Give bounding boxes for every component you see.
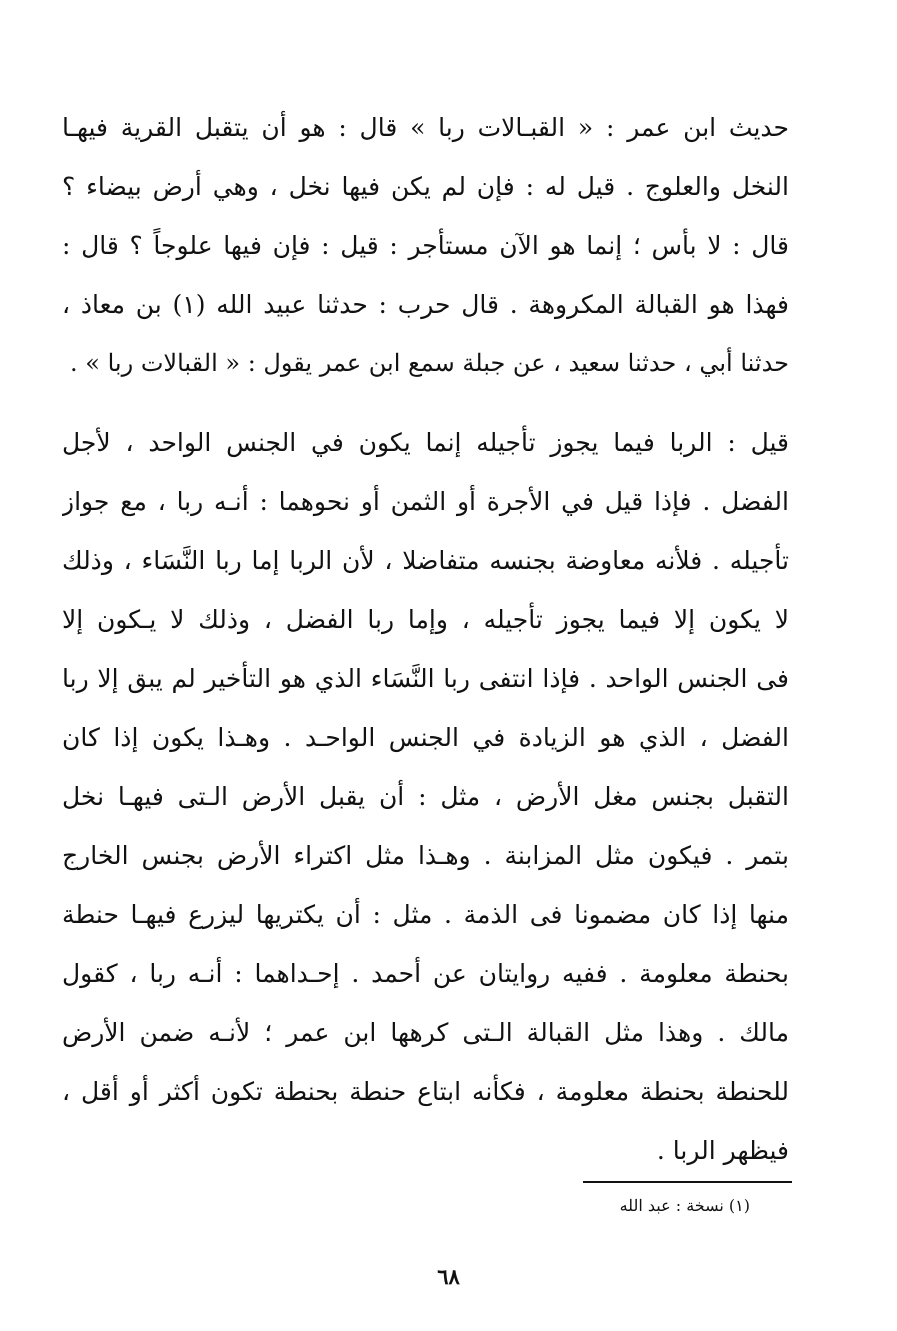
page-number: ٦٨ [437, 1264, 460, 1289]
text-line: فى الجنس الواحد . فإذا انتفى ربا النَّسَاء الذي هو التأخير لم يبق إلا ربا [62, 664, 789, 693]
text-line: النخل والعلوج . قيل له : فإن لم يكن فيها نخل ، وهي أرض بيضاء ؟ [62, 172, 789, 201]
paragraph-2 [62, 413, 789, 1180]
text-line: حديث ابن عمر : « القبـالات ربا » قال : هو أن يتقبل القرية فيهـا [62, 113, 789, 142]
text-line: تأجيله . فلأنه معاوضة بجنسه متفاضلا ، لأن الربا إما ربا النَّسَاء ، وذلك [62, 546, 789, 575]
text-line: التقبل بجنس مغل الأرض ، مثل : أن يقبل الأرض الـتى فيهـا نخل [62, 782, 789, 811]
text-line: الفضل . فإذا قيل في الأجرة أو الثمن أو نحوهما : أنـه ربا ، مع جواز [62, 487, 789, 516]
text-line: قيل : الربا فيما يجوز تأجيله إنما يكون في الجنس الواحد ، لأجل [62, 428, 789, 457]
text-line: بحنطة معلومة . ففيه روايتان عن أحمد . إحـداهما : أنـه ربا ، كقول [62, 959, 789, 988]
text-line: مالك . وهذا مثل القبالة الـتى كرهها ابن عمر ؛ لأنـه ضمن الأرض [62, 1018, 789, 1047]
text-line: بتمر . فيكون مثل المزابنة . وهـذا مثل اكتراء الأرض بجنس الخارج [62, 841, 789, 870]
text-line: للحنطة بحنطة معلومة ، فكأنه ابتاع حنطة بحنطة تكون أكثر أو أقل ، [62, 1077, 789, 1106]
text-line: لا يكون إلا فيما يجوز تأجيله ، وإما ربا الفضل ، وذلك لا يـكون إلا [62, 605, 789, 634]
text-line: منها إذا كان مضمونا فى الذمة . مثل : أن يكتريها ليزرع فيهـا حنطة [62, 900, 789, 929]
text-line: فيظهر الربا . [656, 1136, 789, 1165]
text-line: فهذا هو القبالة المكروهة . قال حرب : حدثنا عبيد الله (١) بن معاذ ، [62, 290, 789, 319]
text-line: الفضل ، الذي هو الزيادة في الجنس الواحـد . وهـذا يكون إذا كان [62, 723, 789, 752]
text-line: قال : لا بأس ؛ إنما هو الآن مستأجر : قيل : فإن فيها علوجاً ؟ قال : [62, 231, 789, 260]
footnote: (١) نسخة : عبد الله [619, 1196, 750, 1215]
footnote-separator [583, 1181, 792, 1183]
text-line: حدثنا أبي ، حدثنا سعيد ، عن جبلة سمع ابن عمر يقول : « القبالات ربا » . [70, 349, 789, 377]
paragraph-1 [62, 98, 789, 393]
